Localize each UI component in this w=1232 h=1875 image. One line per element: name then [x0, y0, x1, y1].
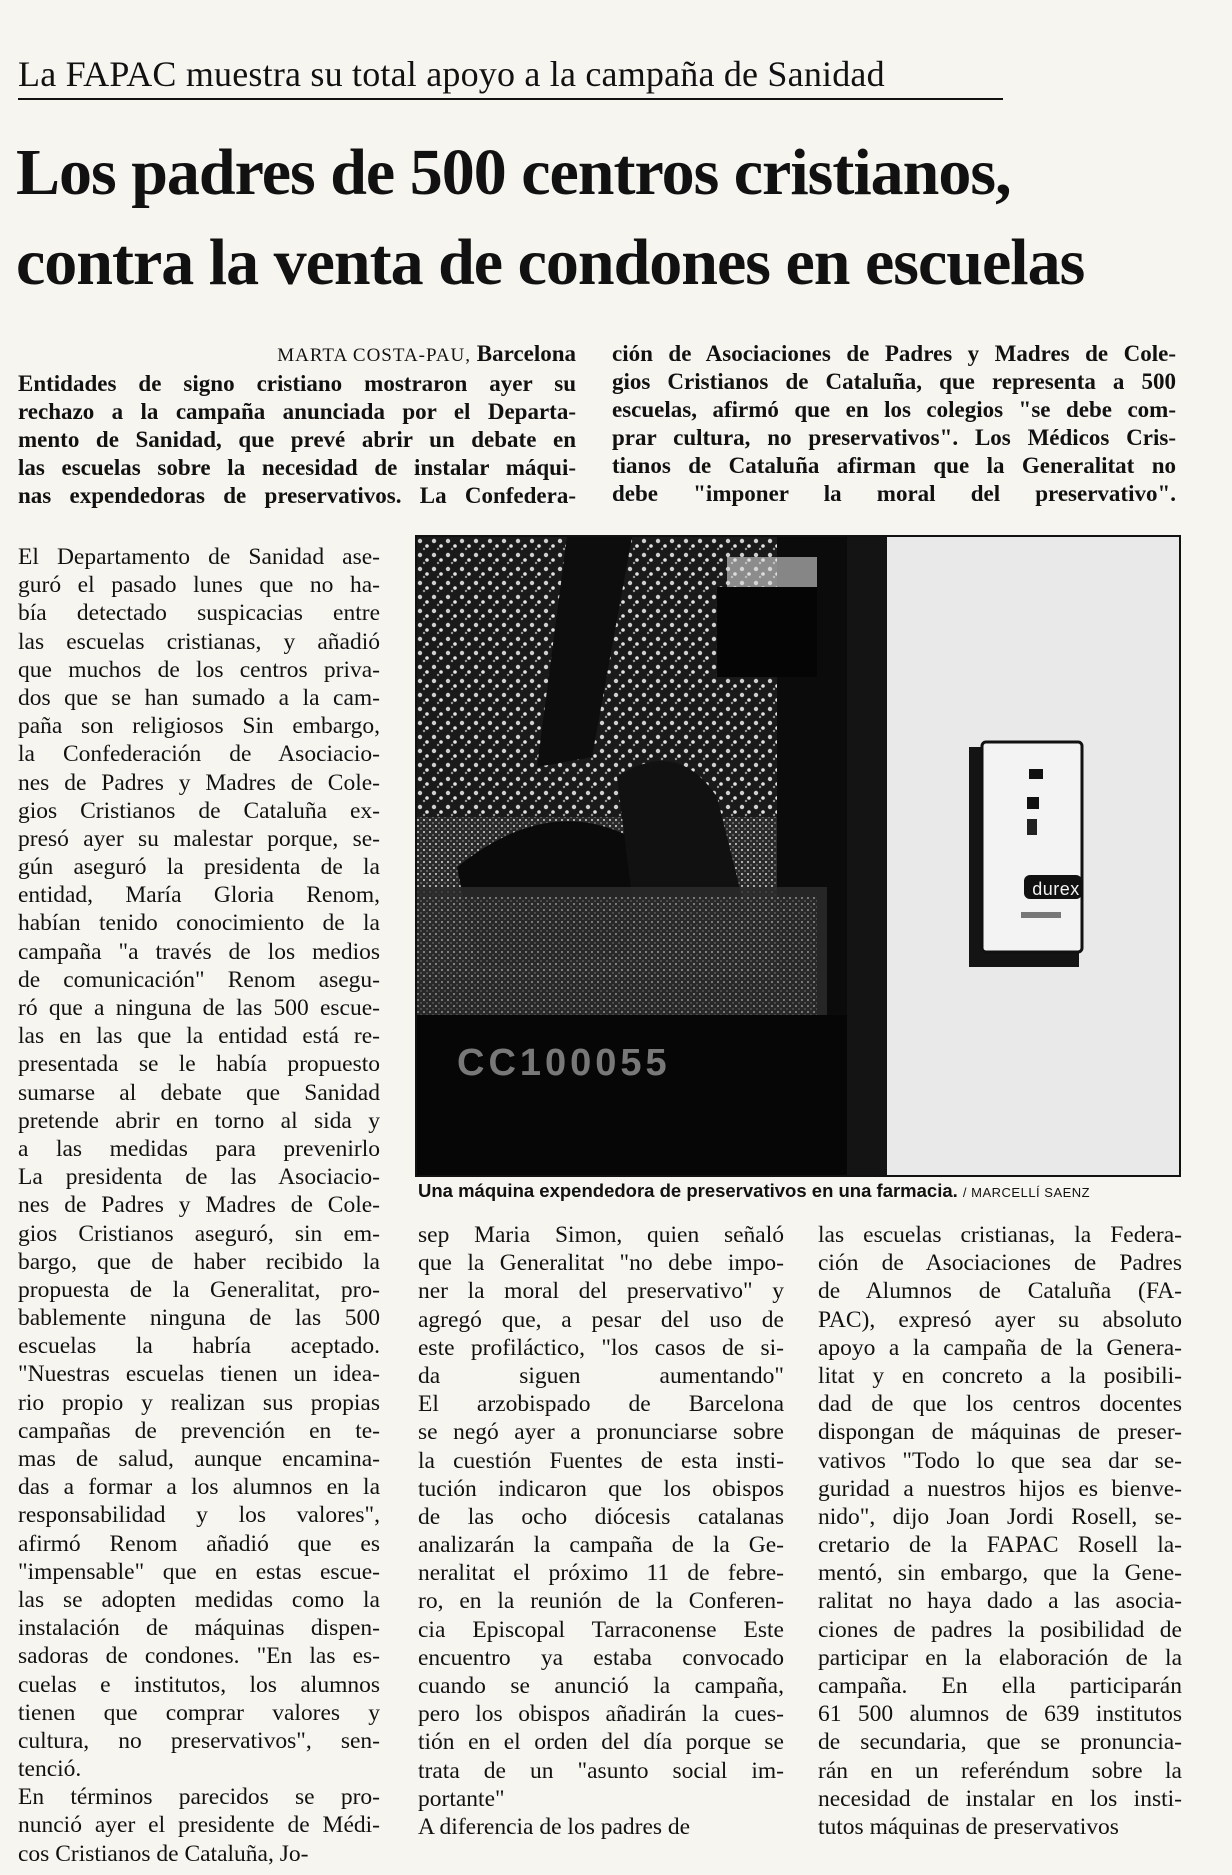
text-line: que la Generalitat "no debe impo-: [418, 1250, 784, 1277]
text-line: presó ayer su malestar porque, se-: [18, 825, 380, 852]
text-line: sumarse al debate que Sanidad: [18, 1079, 380, 1106]
text-line: "impensable" que en estas escue-: [18, 1558, 380, 1585]
text-line: El Departamento de Sanidad ase-: [18, 544, 380, 570]
text-line: neralitat el próximo 11 de febre-: [418, 1560, 784, 1587]
text-line: cuelas e institutos, los alumnos: [18, 1671, 380, 1698]
text-line: da siguen aumentando": [418, 1362, 784, 1389]
text-line: las escuelas cristianas, la Federa-: [818, 1222, 1182, 1248]
text-line: das a formar a los alumnos en la: [18, 1474, 380, 1501]
text-line: las se adopten medidas como la: [18, 1586, 380, 1613]
text-line: la Confederación de Asociacio-: [18, 741, 380, 768]
text-line: pero los obispos añadirán la cues-: [418, 1701, 784, 1728]
text-line: La presidenta de las Asociacio-: [18, 1164, 380, 1191]
text-line: habían tenido conocimiento de la: [18, 910, 380, 937]
text-line: campañas de prevención en te-: [18, 1417, 380, 1444]
text-line: rán en un referéndum sobre la: [818, 1757, 1182, 1784]
text-line: paña son religiosos Sin embargo,: [18, 713, 380, 740]
body-column-1: [18, 543, 380, 1868]
byline: [258, 341, 576, 367]
text-line: ró que a ninguna de las 500 escue-: [18, 995, 380, 1021]
text-line: bablemente ninguna de las 500: [18, 1305, 380, 1332]
byline-city: Barcelona: [476, 341, 576, 366]
text-line: trata de un "asunto social im-: [418, 1757, 784, 1784]
text-line: ciones de padres la posibilidad de: [818, 1616, 1182, 1643]
text-line: gios Cristianos de Cataluña ex-: [18, 797, 380, 824]
text-line: agregó que, a pesar del uso de: [418, 1306, 784, 1333]
text-line: tución indicaron que los obispos: [418, 1475, 784, 1502]
text-line: tenció.: [18, 1756, 82, 1783]
text-line: apoyo a la campaña de la Genera-: [818, 1334, 1182, 1361]
text-line: nas expendedoras de preservativos. La Confedera-: [18, 483, 576, 508]
caption-text: Una máquina expendedora de preservativos en una farmacia.: [418, 1180, 958, 1201]
text-line: tión en el orden del día porque se: [418, 1729, 784, 1756]
text-line: prar cultura, no preservativos". Los Médicos Cris-: [612, 425, 1176, 450]
byline-author: MARTA COSTA-PAU,: [277, 345, 472, 366]
text-line: rio propio y realizan sus propias: [18, 1389, 380, 1416]
text-line: las escuelas cristianas, y añadió: [18, 628, 380, 655]
text-line: a las medidas para prevenirlo: [18, 1135, 380, 1162]
body-column-3: [818, 1221, 1182, 1841]
text-line: tianos de Cataluña afirman que la Generalitat no: [612, 453, 1176, 478]
text-line: de secundaria, que se pronuncia-: [818, 1729, 1182, 1756]
text-line: litat y en concreto a la posibili-: [818, 1362, 1182, 1389]
text-line: que muchos de los centros priva-: [18, 656, 380, 683]
text-line: las escuelas sobre la necesidad de instalar máqui-: [18, 455, 576, 480]
text-line: participar en la elaboración de la: [818, 1644, 1182, 1671]
kicker-headline: La FAPAC muestra su total apoyo a la campaña de Sanidad: [18, 52, 1003, 100]
text-line: tienen que comprar valores y: [18, 1699, 380, 1726]
headline-line-2: contra la venta de condones en escuelas: [16, 226, 1085, 299]
lead-paragraph-left: [18, 370, 576, 510]
photo-credit: / MARCELLÍ SAENZ: [962, 1185, 1091, 1200]
text-line: guridad a nuestros hijos es bienve-: [818, 1475, 1182, 1502]
text-line: nido", dijo Joan Jordi Rosell, se-: [818, 1503, 1182, 1530]
text-line: sadoras de condones. "En las es-: [18, 1643, 380, 1670]
text-line: debe "imponer la moral del preservativo".: [612, 481, 1176, 506]
text-line: de comunicación" Renom asegu-: [18, 966, 380, 993]
text-line: Entidades de signo cristiano mostraron ayer su: [18, 371, 576, 396]
text-line: A diferencia de los padres de: [418, 1813, 691, 1840]
text-line: las en las que la entidad está re-: [18, 1023, 380, 1050]
text-line: ralitat no haya dado a las asocia-: [818, 1588, 1182, 1615]
text-line: este profiláctico, "los casos de si-: [418, 1334, 784, 1361]
text-line: necesidad de instalar en los insti-: [818, 1785, 1182, 1812]
text-line: propuesta de la Generalitat, pro-: [18, 1276, 380, 1303]
text-line: portante": [418, 1785, 505, 1812]
text-line: guró el pasado lunes que no ha-: [18, 572, 380, 599]
text-line: 61 500 alumnos de 639 institutos: [818, 1701, 1182, 1728]
text-line: campaña. En ella participarán: [818, 1673, 1182, 1699]
text-line: ner la moral del preservativo" y: [418, 1278, 784, 1305]
text-line: cia Episcopal Tarraconense Este: [418, 1616, 784, 1643]
text-line: mento de Sanidad, que prevé abrir un debate en: [18, 427, 576, 452]
text-line: bía detectado suspicacias entre: [18, 600, 380, 627]
text-line: mentó, sin embargo, que la Gene-: [818, 1560, 1182, 1587]
text-line: afirmó Renom añadió que es: [18, 1530, 380, 1557]
main-headline: [16, 128, 1216, 308]
text-line: En términos parecidos se pro-: [18, 1784, 380, 1811]
text-line: cretario de la FAPAC Rosell la-: [818, 1532, 1182, 1559]
text-line: escuelas, afirmó que en los colegios "se debe com-: [612, 397, 1176, 422]
text-line: entidad, María Gloria Renom,: [18, 882, 380, 909]
text-line: gios Cristianos aseguró, sin em-: [18, 1220, 380, 1247]
text-line: ro, en la reunión de la Conferen-: [418, 1588, 784, 1615]
text-line: pretende abrir en torno al sida y: [18, 1107, 380, 1134]
text-line: vativos "Todo lo que sea dar se-: [818, 1447, 1182, 1474]
text-line: ción de Asociaciones de Padres y Madres de Cole-: [612, 341, 1176, 366]
text-line: ción de Asociaciones de Padres: [818, 1250, 1182, 1277]
text-line: dad de que los centros docentes: [818, 1391, 1182, 1418]
body-column-2: [418, 1221, 784, 1841]
text-line: cultura, no preservativos", sen-: [18, 1727, 380, 1754]
text-line: encuentro ya estaba convocado: [418, 1644, 784, 1671]
text-line: nes de Padres y Madres de Cole-: [18, 1192, 380, 1219]
text-line: se negó ayer a pronunciarse sobre: [418, 1419, 784, 1446]
text-line: dos que se han sumado a la cam-: [18, 684, 380, 711]
text-line: responsabilidad y los valores",: [18, 1502, 380, 1529]
text-line: gún aseguró la presidenta de la: [18, 854, 380, 881]
text-line: cos Cristianos de Cataluña, Jo-: [18, 1840, 309, 1867]
text-line: cuando se anunció la campaña,: [418, 1673, 784, 1699]
text-line: gios Cristianos de Cataluña, que representa a 500: [612, 369, 1176, 394]
text-line: analizarán la campaña de la Ge-: [418, 1532, 784, 1559]
text-line: instalación de máquinas dispen-: [18, 1615, 380, 1642]
text-line: PAC), expresó ayer su absoluto: [818, 1306, 1182, 1333]
text-line: dispongan de máquinas de preser-: [818, 1419, 1182, 1446]
text-line: nunció ayer el presidente de Médi-: [18, 1812, 380, 1839]
text-line: nes de Padres y Madres de Cole-: [18, 769, 380, 796]
text-line: sep Maria Simon, quien señaló: [418, 1222, 784, 1248]
photo-caption: [418, 1180, 1188, 1202]
lead-paragraph-right: [612, 340, 1176, 508]
text-line: presentada se le había propuesto: [18, 1051, 380, 1078]
text-line: campaña "a través de los medios: [18, 938, 380, 965]
text-line: rechazo a la campaña anunciada por el Departa-: [18, 399, 576, 424]
text-line: El arzobispado de Barcelona: [418, 1391, 784, 1418]
text-line: mas de salud, aunque encamina-: [18, 1446, 380, 1472]
text-line: de Alumnos de Cataluña (FA-: [818, 1278, 1182, 1305]
text-line: escuelas la habría aceptado.: [18, 1333, 380, 1360]
news-photo: [415, 535, 1181, 1177]
headline-line-1: Los padres de 500 centros cristianos,: [16, 136, 1011, 209]
text-line: la cuestión Fuentes de esta insti-: [418, 1447, 784, 1474]
text-line: de las ocho diócesis catalanas: [418, 1503, 784, 1530]
storefront-number: CC100055: [457, 1042, 671, 1084]
durex-logo: durex: [1032, 879, 1080, 899]
text-line: "Nuestras escuelas tienen un idea-: [18, 1361, 380, 1388]
text-line: bargo, que de haber recibido la: [18, 1248, 380, 1275]
text-line: tutos máquinas de preservativos: [818, 1813, 1119, 1840]
